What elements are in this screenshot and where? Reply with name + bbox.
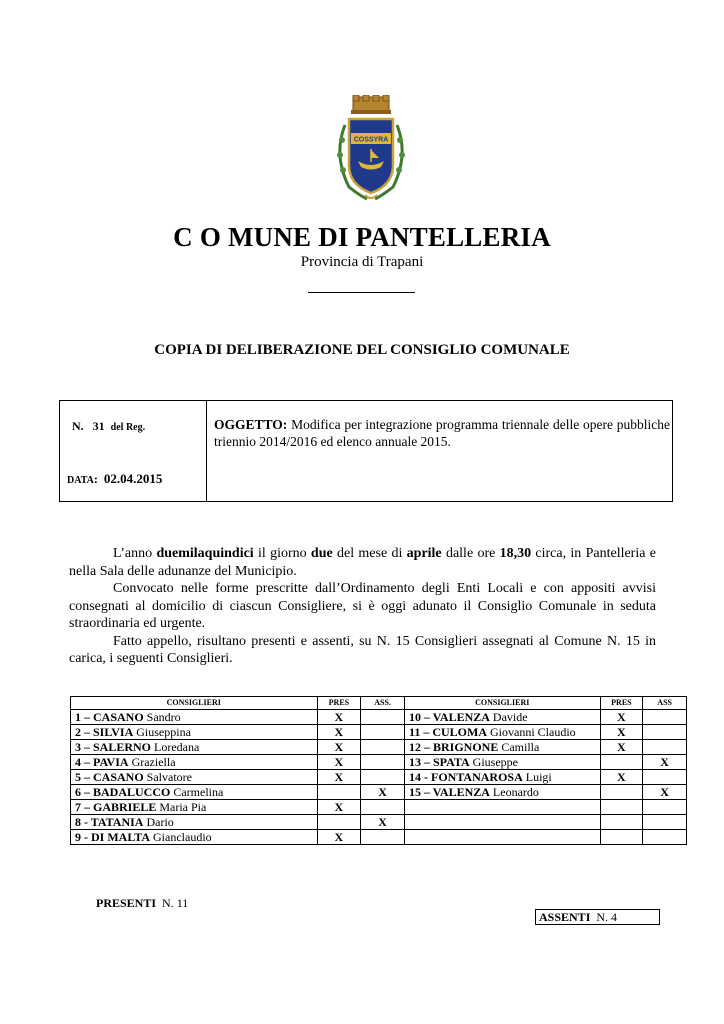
table-row [71,740,687,755]
councillor-name-cell [404,800,600,815]
present-mark-cell: X [600,725,643,740]
present-mark-cell [317,815,361,830]
councillor-name-cell: 8 - TATANIA Dario [71,815,318,830]
absent-mark-cell: X [643,755,687,770]
absent-mark-cell [643,740,687,755]
absent-value: N. 4 [596,910,618,924]
attendance-header-row [71,697,687,710]
document-type-heading: COPIA DI DELIBERAZIONE DEL CONSIGLIO COMUNALE [154,342,570,358]
councillor-name-cell: 1 – CASANO Sandro [71,710,318,725]
subject-value: Modifica per integrazione programma triennale delle opere pubbliche triennio 2014/2016 ed elenco annuale 2015. [214,417,670,449]
present-mark-cell [600,800,643,815]
councillor-name-cell: 2 – SILVIA Giuseppina [71,725,318,740]
crest-label: COSSYRA [353,136,389,144]
table-row [71,710,687,725]
present-mark-cell: X [600,770,643,785]
councillor-name-cell: 4 – PAVIA Graziella [71,755,318,770]
present-mark-cell [600,830,643,845]
absent-mark-cell [361,755,405,770]
col-header-present-left: PRES [317,697,361,710]
table-row [71,800,687,815]
date-value: 02.04.2015 [103,471,163,486]
present-mark-cell [600,815,643,830]
councillor-name-cell: 15 – VALENZA Leonardo [404,785,600,800]
table-row [71,770,687,785]
present-mark-cell: X [600,740,643,755]
deliberation-body [69,545,656,668]
province-subtitle: Provincia di Trapani [300,254,424,270]
absent-mark-cell [361,770,405,785]
absent-mark-cell [361,830,405,845]
absent-mark-cell [643,800,687,815]
deliberation-date: DATA: 02.04.2015 [67,471,163,486]
register-number [72,419,145,434]
subject-text [214,416,670,450]
number-label: N. [72,419,84,433]
page-title: C O MUNE DI PANTELLERIA [173,222,551,252]
absent-mark-cell [361,725,405,740]
present-mark-cell: X [317,800,361,815]
present-mark-cell [600,755,643,770]
body-paragraph-1: L’anno duemilaquindici il giorno due del mese di aprile dalle ore 18,30 circa, in Pantelleria e nella Sala delle adunanze del Municipio. [69,546,656,579]
col-header-present-right: PRES [600,697,643,710]
present-value: N. 11 [162,896,189,910]
absent-label: ASSENTI [539,910,591,924]
present-mark-cell: X [317,710,361,725]
reg-label: del Reg. [110,422,146,433]
present-count [96,896,188,911]
absent-mark-cell: X [361,785,405,800]
coat-of-arms-logo [331,95,411,205]
absent-mark-cell [643,770,687,785]
table-row [71,725,687,740]
date-label: DATA [67,475,94,486]
present-mark-cell [600,785,643,800]
councillor-name-cell [404,830,600,845]
body-paragraph-2: Convocato nelle forme prescritte dall’Ordinamento degli Enti Locali e con appositi avvisi consegnati al domicilio di ciascun Consigliere, si è oggi adunato il Consiglio Comunale in seduta straordinaria ed urgente. [69,581,656,631]
table-row [71,785,687,800]
subject-label: OGGETTO: [214,417,288,432]
councillor-name-cell: 3 – SALERNO Loredana [71,740,318,755]
deliberation-header-box [59,400,673,502]
councillor-name-cell: 12 – BRIGNONE Camilla [404,740,600,755]
councillor-name-cell [404,815,600,830]
absent-mark-cell [361,800,405,815]
councillor-name-cell: 13 – SPATA Giuseppe [404,755,600,770]
header-box-divider [206,401,207,501]
councillor-name-cell: 10 – VALENZA Davide [404,710,600,725]
absent-mark-cell [643,710,687,725]
absent-count-box [535,909,660,925]
table-row [71,830,687,845]
councillor-name-cell: 11 – CULOMA Giovanni Claudio [404,725,600,740]
col-header-absent-right: ASS [643,697,687,710]
present-label: PRESENTI [96,896,157,910]
present-mark-cell: X [600,710,643,725]
councillor-name-cell: 7 – GABRIELE Maria Pia [71,800,318,815]
absent-mark-cell [643,815,687,830]
present-mark-cell: X [317,725,361,740]
present-mark-cell: X [317,755,361,770]
table-row [71,815,687,830]
number-value: 31 [92,419,105,433]
councillor-name-cell: 5 – CASANO Salvatore [71,770,318,785]
absent-mark-cell: X [361,815,405,830]
present-mark-cell: X [317,830,361,845]
absent-mark-cell [643,725,687,740]
body-paragraph-3: Fatto appello, risultano presenti e assenti, su N. 15 Consiglieri assegnati al Comune N. 15 in carica, i seguenti Consiglieri. [69,633,656,666]
present-mark-cell: X [317,740,361,755]
absent-mark-cell [643,830,687,845]
absent-mark-cell [361,740,405,755]
col-header-councillors-right: CONSIGLIERI [404,697,600,710]
col-header-councillors-left: CONSIGLIERI [71,697,318,710]
councillor-name-cell: 6 – BADALUCCO Carmelina [71,785,318,800]
councillor-name-cell: 9 - DI MALTA Gianclaudio [71,830,318,845]
present-mark-cell: X [317,770,361,785]
absent-mark-cell [361,710,405,725]
present-mark-cell [317,785,361,800]
councillor-name-cell: 14 - FONTANAROSA Luigi [404,770,600,785]
col-header-absent-left: ASS. [361,697,405,710]
absent-mark-cell: X [643,785,687,800]
table-row [71,755,687,770]
title-rule [308,292,415,293]
attendance-table [70,696,687,845]
